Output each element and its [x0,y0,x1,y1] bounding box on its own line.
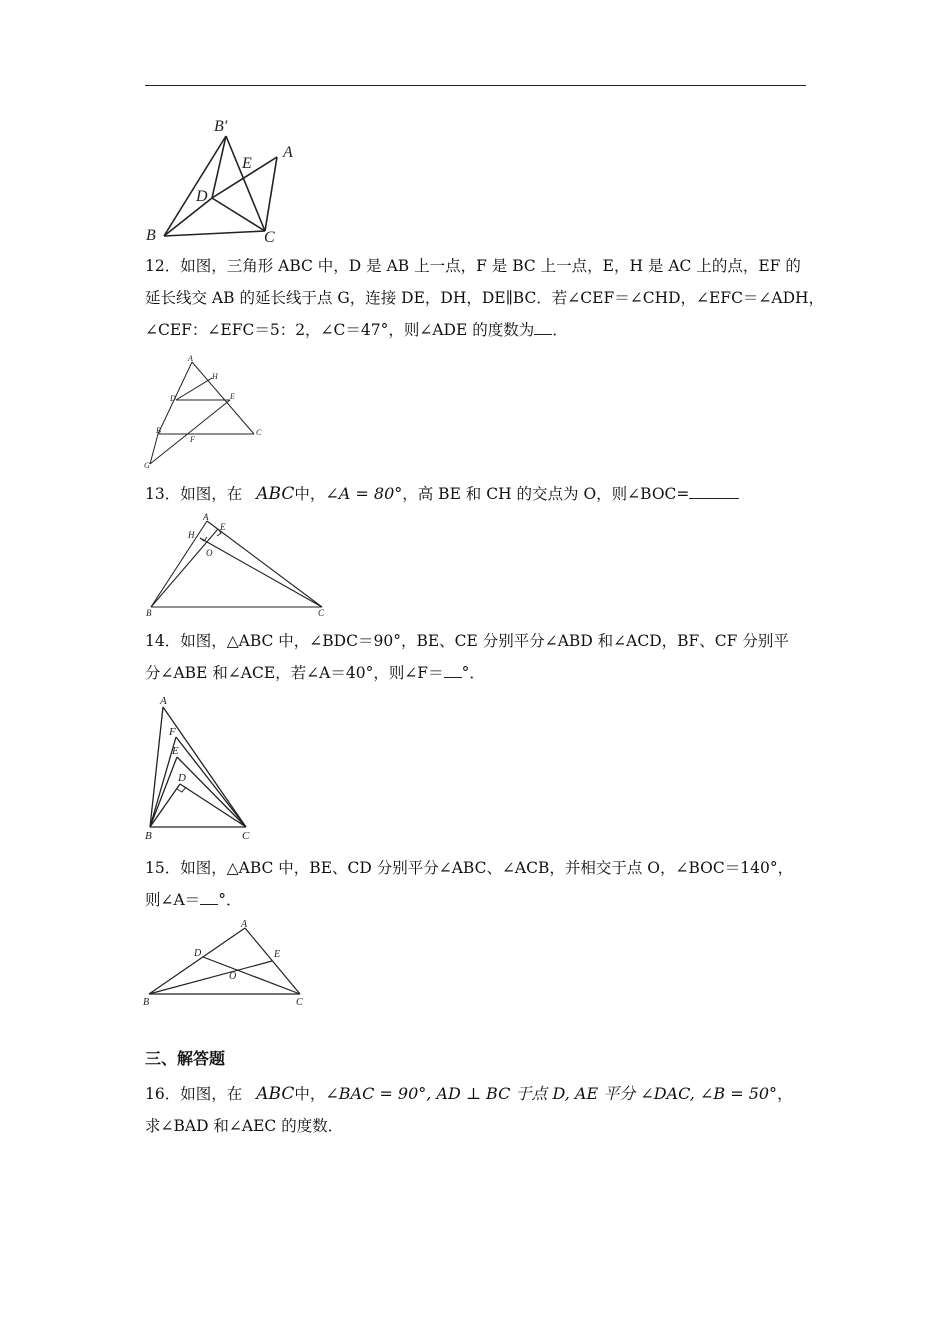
label-E: E [172,745,179,757]
label-Bprime: B′ [214,118,228,135]
figure-q13 [142,514,332,622]
label-D: D [170,394,176,403]
q12-line1: 12．如图，三角形 ABC 中，D 是 AB 上一点，F 是 BC 上一点，E，H 是 AC 上的点，EF 的 [145,257,801,275]
label-D: D [178,772,186,784]
label-O: O [206,548,213,558]
question-13: 13．如图，在 ABC中，∠A = 80°，高 BE 和 CH 的交点为 O，则∠BOC= [145,478,807,510]
label-E: E [230,392,235,401]
figure-q15 [140,917,315,1009]
label-A: A [203,512,209,522]
label-B: B [156,426,161,435]
label-B: B [146,227,156,244]
answer-blank [444,662,462,679]
label-A: A [188,354,193,363]
label-D: D [196,188,208,205]
question-12 [145,250,825,346]
label-G: G [144,461,150,470]
q14-line2: 分∠ABE 和∠ACE，若∠A＝40°，则∠F＝ °． [145,657,807,689]
label-O: O [229,971,237,982]
q15-line1: 15．如图，△ABC 中，BE、CD 分别平分∠ABC、∠ACB，并相交于点 O，∠BOC＝140°， [145,859,794,877]
q14-line1: 14．如图，△ABC 中，∠BDC＝90°，BE、CE 分别平分∠ABD 和∠ACD，BF、CF 分别平 [145,632,789,650]
figure-q11 [140,112,310,247]
label-C: C [318,608,325,618]
answer-blank [200,889,218,906]
figure-q12 [142,354,272,472]
answer-blank [534,319,552,336]
label-C: C [242,830,250,842]
answer-blank [689,483,739,500]
header-rule [145,85,806,86]
label-E: E [220,522,226,532]
label-F: F [169,726,176,738]
label-B: B [145,830,152,842]
section-heading: 三、解答题 [145,1049,226,1068]
label-B: B [143,997,150,1008]
label-H: H [212,372,218,381]
q16-line2: 求∠BAD 和∠AEC 的度数． [145,1117,344,1135]
figure-q14 [140,693,260,843]
q12-line3: ∠CEF：∠EFC＝5：2，∠C＝47°，则∠ADE 的度数为 ． [145,314,807,346]
q15-line2: 则∠A＝ °． [145,884,807,916]
label-E: E [274,949,281,960]
q12-line2: 延长线交 AB 的延长线于点 G，连接 DE，DH，DE∥BC．若∠CEF＝∠CHD，∠EFC＝∠ADH， [145,289,825,307]
label-A: A [283,144,293,161]
label-C: C [296,997,303,1008]
label-D: D [194,948,202,959]
question-15 [145,852,807,916]
label-C: C [256,428,262,437]
question-14 [145,625,807,689]
label-H: H [188,530,195,540]
label-E: E [242,155,252,172]
label-A: A [241,919,248,930]
label-F: F [190,435,195,444]
label-A: A [160,695,167,707]
label-B: B [146,608,152,618]
label-C: C [264,229,275,246]
question-16: 16．如图，在 ABC中，∠BAC = 90°, AD ⊥ BC 于点 D, AE 平分 ∠DAC, ∠B = 50°， 求∠BAD 和∠AEC 的度数． [145,1078,807,1142]
